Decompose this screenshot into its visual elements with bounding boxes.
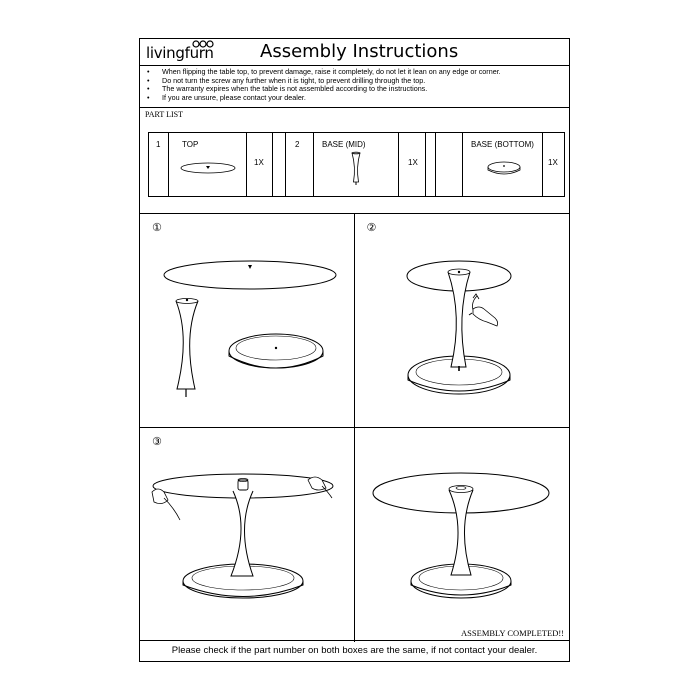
logo-dots-icon (192, 40, 214, 48)
step-2-illustration (355, 214, 570, 428)
step-1-illustration (140, 214, 355, 428)
step-number: ② (366, 221, 377, 234)
part-number: 1 (156, 140, 161, 149)
note-item: • When flipping the table top, to prevent damage, raise it completely, do not let it lean on any edge or corner. (162, 68, 569, 77)
step-panel-3 (140, 428, 355, 642)
assembly-completed-text: ASSEMBLY COMPLETED!! (461, 628, 564, 638)
step-panel-2 (355, 214, 570, 428)
note-item: • The warranty expires when the table is not assembled according to the instructions. (162, 85, 569, 94)
step-panel-1 (140, 214, 355, 428)
instruction-notes (140, 65, 569, 108)
part-cell-base-bottom (463, 133, 543, 196)
footer-note: Please check if the part number on both boxes are the same, if not contact your dealer. (140, 640, 569, 661)
part-list-label: PART LIST (145, 110, 183, 119)
part-list-table (148, 132, 565, 197)
assembly-sheet (139, 38, 570, 662)
part-cell-top (169, 133, 247, 196)
step-number: ③ (152, 435, 162, 448)
part-number-cell (286, 133, 314, 196)
page-title: Assembly Instructions (260, 41, 459, 62)
step-3-illustration (140, 428, 355, 642)
part-qty: 1X (254, 158, 264, 167)
part-qty-cell (399, 133, 426, 196)
part-name: TOP (182, 140, 199, 149)
part-number-cell (436, 133, 463, 196)
note-item: • If you are unsure, please contact your dealer. (162, 94, 569, 103)
step-4-illustration (355, 428, 570, 642)
brand-logo: livingfurn (146, 44, 214, 62)
step-number: ① (152, 221, 162, 234)
part-qty-cell (543, 133, 564, 196)
header (140, 39, 569, 66)
part-number: 2 (295, 140, 300, 149)
step-panel-4 (355, 428, 570, 642)
part-qty: 1X (548, 158, 558, 167)
part-name: BASE (MID) (322, 140, 366, 149)
part-cell-base-mid (314, 133, 399, 196)
assembly-steps (140, 213, 569, 642)
part-qty: 1X (408, 158, 418, 167)
part-number-cell (149, 133, 169, 196)
part-name: BASE (BOTTOM) (471, 140, 534, 149)
part-qty-cell (247, 133, 273, 196)
base-bottom-icon (485, 159, 525, 179)
base-mid-icon (349, 151, 363, 187)
part-spacer-cell (273, 133, 286, 196)
note-item: • Do not turn the screw any further when it is tight, to prevent drilling through the top. (162, 77, 569, 86)
part-spacer-cell (426, 133, 436, 196)
table-top-icon (179, 161, 239, 177)
